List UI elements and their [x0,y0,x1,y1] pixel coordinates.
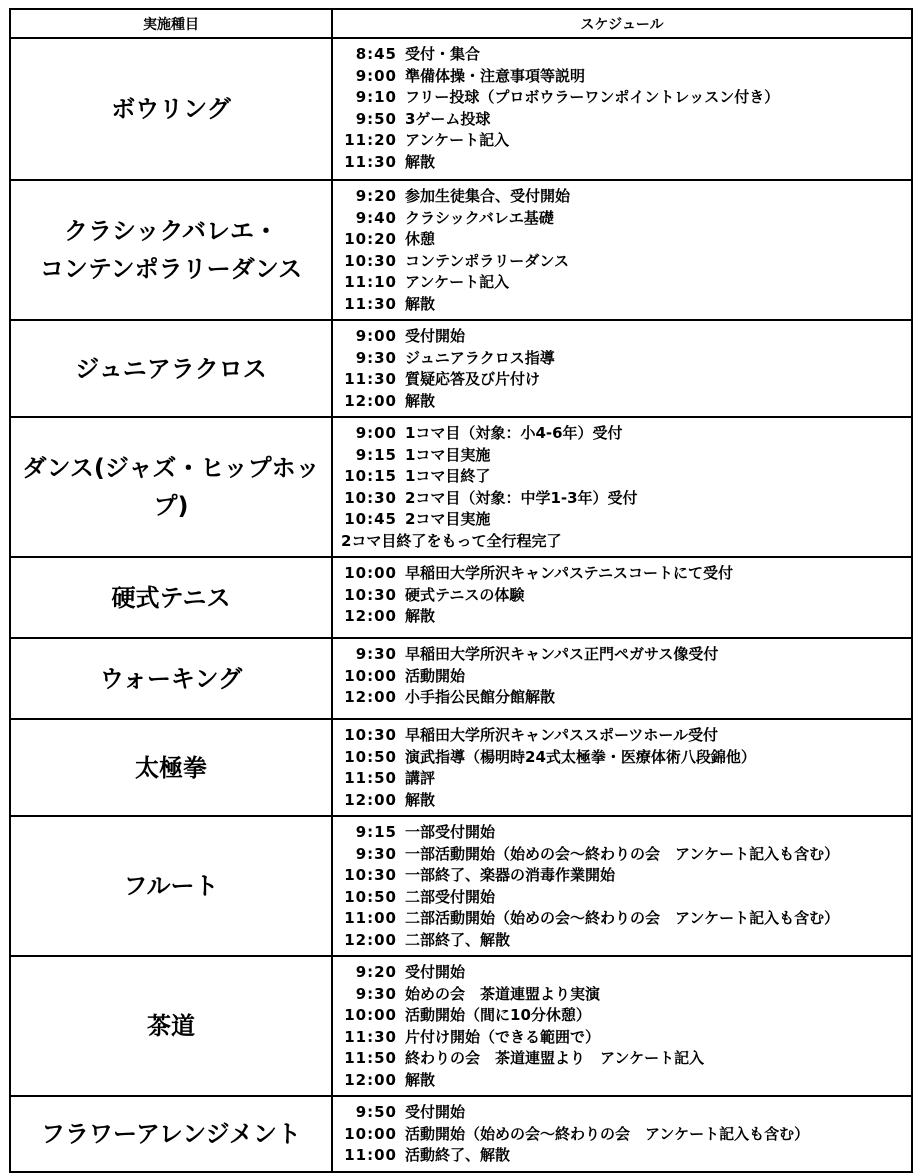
schedule-time: 10:50 [344,747,397,766]
schedule-time: 11:20 [344,131,397,149]
schedule-item [341,488,911,510]
schedule-text: 1コマ目実施 [405,445,491,464]
schedule-text: 解散 [405,1070,436,1089]
schedule-item [341,186,911,208]
table-row [10,1096,912,1172]
schedule-item [341,369,911,391]
schedule-time: 12:00 [344,1070,397,1089]
schedule-text: 2コマ目実施 [405,510,491,528]
schedule-time: 9:30 [355,348,397,367]
schedule-text: 早稲田大学所沢キャンパステニスコートにて受付 [405,564,734,582]
schedule-time: 11:30 [344,152,397,171]
schedule-item [341,423,911,445]
schedule-time: 11:30 [344,294,397,313]
schedule-cell [332,417,912,557]
schedule-item [341,930,911,952]
schedule-text: クラシックバレエ基礎 [405,208,554,227]
schedule-time: 9:30 [355,844,397,863]
activity-name [10,557,332,638]
schedule-text: 受付・集合 [405,45,481,63]
schedule-text: 2コマ目（対象：中学1-3年）受付 [405,488,638,507]
schedule-item [341,130,911,152]
schedule-text: 2コマ目終了をもって全行程完了 [341,531,562,550]
schedule-cell [332,557,912,638]
table-row [10,180,912,320]
schedule-text: 終わりの会 茶道連盟より アンケート記入 [405,1049,705,1067]
activity-name-line: ダンス(ジャズ・ヒップホップ) [22,454,320,520]
schedule-text: アンケート記入 [405,131,510,149]
schedule-time: 10:50 [344,887,397,906]
schedule-time: 9:00 [355,327,397,345]
schedule-time: 9:30 [355,984,397,1003]
schedule-cell [332,180,912,320]
table-row [10,956,912,1096]
activity-name-line: 太極拳 [135,753,207,782]
schedule-time: 9:20 [355,963,397,981]
schedule-item [341,644,911,666]
schedule-time: 10:45 [344,510,397,528]
schedule-item [341,44,911,66]
schedule-time: 9:15 [355,823,397,841]
schedule-time: 9:00 [355,66,397,85]
table-row [10,557,912,638]
header-row [10,9,912,38]
table-row [10,417,912,557]
activity-name [10,719,332,816]
schedule-text: 二部終了、解散 [405,930,511,949]
schedule-item [341,887,911,909]
schedule-time: 9:10 [355,88,397,106]
schedule-time: 9:30 [355,645,397,663]
schedule-time: 10:15 [344,467,397,485]
schedule-item [341,822,911,844]
table-row [10,719,912,816]
schedule-cell [332,38,912,180]
schedule-item [341,747,911,769]
activity-column-header: 実施種目 [10,9,332,38]
schedule-text: 受付開始 [405,327,466,345]
schedule-item [341,509,911,531]
schedule-cell [332,816,912,956]
schedule-text: 一部受付開始 [405,823,496,841]
schedule-item [341,1124,911,1146]
schedule-text: 一部終了、楽器の消毒作業開始 [405,866,616,884]
table-row [10,638,912,719]
schedule-item [341,865,911,887]
schedule-text: 活動開始（間に10分休憩） [405,1006,591,1024]
schedule-time: 10:30 [344,585,397,604]
schedule-item [341,687,911,709]
schedule-item [341,1070,911,1092]
schedule-time: 10:00 [344,1006,397,1024]
schedule-time: 10:30 [344,866,397,884]
schedule-time: 9:15 [355,445,397,464]
schedule-cell [332,719,912,816]
schedule-time: 10:00 [344,1124,397,1143]
schedule-item [341,908,911,930]
schedule-item [341,1048,911,1070]
schedule-time: 10:00 [344,666,397,685]
schedule-item [341,326,911,348]
schedule-item [341,1145,911,1167]
schedule-text: 解散 [405,152,436,171]
schedule-item [341,348,911,370]
schedule-text: 解散 [405,294,436,313]
schedule-text: コンテンポラリーダンス [405,251,569,270]
schedule-cell [332,1096,912,1172]
schedule-item [341,984,911,1006]
schedule-text: 1コマ目終了 [405,467,491,485]
schedule-item [341,294,911,316]
schedule-text: 受付開始 [405,1103,466,1121]
schedule-text: 解散 [405,790,436,809]
schedule-item [341,66,911,88]
schedule-text: 一部活動開始（始めの会～終わりの会 アンケート記入も含む） [405,844,840,863]
activity-name [10,1096,332,1172]
schedule-text: 質疑応答及び片付け [405,370,541,388]
schedule-text: 活動開始（始めの会～終わりの会 アンケート記入も含む） [405,1124,810,1143]
activity-name [10,320,332,417]
schedule-text: 活動終了、解散 [405,1146,511,1164]
activity-name [10,956,332,1096]
schedule-time: 9:40 [355,208,397,227]
schedule-item [341,1102,911,1124]
schedule-time: 10:30 [344,251,397,270]
schedule-column-header: スケジュール [332,9,912,38]
schedule-item [341,844,911,866]
schedule-cell [332,638,912,719]
schedule-time: 9:50 [355,109,397,128]
table-row [10,38,912,180]
schedule-item [341,1027,911,1049]
schedule-time: 11:00 [344,1146,397,1164]
activity-name [10,180,332,320]
schedule-text: 早稲田大学所沢キャンパス正門ペガサス像受付 [405,645,719,663]
activity-name-line: クラシックバレエ・ [63,217,279,245]
schedule-time: 9:00 [355,424,397,442]
schedule-time: 11:30 [344,1027,397,1046]
schedule-text: 3ゲーム投球 [405,109,491,128]
schedule-item [341,790,911,812]
schedule-item [341,109,911,131]
schedule-time: 11:30 [344,370,397,388]
schedule-text: 始めの会 茶道連盟より実演 [405,984,601,1003]
schedule-time: 9:50 [355,1103,397,1121]
activity-name [10,38,332,180]
schedule-item [341,466,911,488]
schedule-time: 10:30 [344,726,397,744]
schedule-body [10,38,912,1172]
schedule-table [9,8,913,1173]
schedule-time: 10:30 [344,488,397,507]
schedule-text: アンケート記入 [405,273,510,291]
schedule-time: 12:00 [344,790,397,809]
schedule-time: 9:20 [355,187,397,205]
activity-name-line: 硬式テニス [111,583,231,612]
schedule-item [341,87,911,109]
schedule-text: 解散 [405,391,436,410]
schedule-text: 休憩 [405,230,436,248]
schedule-item [341,585,911,607]
schedule-item [341,768,911,790]
activity-name [10,638,332,719]
schedule-time: 12:00 [344,607,397,625]
activity-name-line: ウォーキング [99,664,243,693]
schedule-text: 小手指公民館分館解散 [405,688,556,706]
schedule-time: 12:00 [344,391,397,410]
schedule-text: 参加生徒集合、受付開始 [405,187,571,205]
schedule-time: 10:00 [344,564,397,582]
schedule-time: 11:50 [344,769,397,787]
activity-name-line: ボウリング [111,95,231,123]
schedule-item [341,251,911,273]
schedule-time: 11:10 [344,273,397,291]
activity-name-line: コンテンポラリーダンス [39,255,303,283]
activity-name [10,816,332,956]
schedule-item [341,563,911,585]
schedule-time: 12:00 [344,688,397,706]
schedule-text: 準備体操・注意事項等説明 [405,66,586,85]
activity-name-line: ジュニアラクロス [75,354,267,383]
schedule-text: 講評 [405,769,436,787]
schedule-item [341,229,911,251]
schedule-cell [332,956,912,1096]
schedule-cell [332,320,912,417]
activity-name [10,417,332,557]
schedule-item [341,208,911,230]
schedule-item [341,272,911,294]
table-row [10,320,912,417]
schedule-text: 受付開始 [405,963,466,981]
schedule-text: 解散 [405,607,436,625]
schedule-text: フリー投球（プロボウラーワンポイントレッスン付き） [405,88,780,106]
schedule-item [341,152,911,174]
schedule-text: 二部活動開始（始めの会～終わりの会 アンケート記入も含む） [405,909,840,927]
schedule-time: 12:00 [344,930,397,949]
schedule-time: 11:50 [344,1049,397,1067]
schedule-item [341,606,911,628]
schedule-text: 二部受付開始 [405,887,496,906]
schedule-text: 早稲田大学所沢キャンパススポーツホール受付 [405,726,719,744]
schedule-text: 硬式テニスの体験 [405,585,525,604]
schedule-item [341,531,911,553]
schedule-text: 片付け開始（できる範囲で） [405,1027,601,1046]
schedule-item [341,962,911,984]
schedule-item [341,725,911,747]
schedule-text: 演武指導（楊明時24式太極拳・医療体術八段錦他） [405,747,756,766]
schedule-text: ジュニアラクロス指導 [405,348,555,367]
schedule-time: 10:20 [344,230,397,248]
schedule-time: 11:00 [344,909,397,927]
schedule-item [341,666,911,688]
activity-name-line: 茶道 [147,1012,195,1040]
schedule-text: 活動開始 [405,666,466,685]
table-row [10,816,912,956]
schedule-item [341,445,911,467]
activity-name-line: フラワーアレンジメント [41,1119,301,1148]
schedule-item [341,1005,911,1027]
activity-name-line: フルート [123,872,219,900]
schedule-item [341,391,911,413]
schedule-time: 8:45 [355,45,397,63]
schedule-text: 1コマ目（対象：小4-6年）受付 [405,424,623,442]
